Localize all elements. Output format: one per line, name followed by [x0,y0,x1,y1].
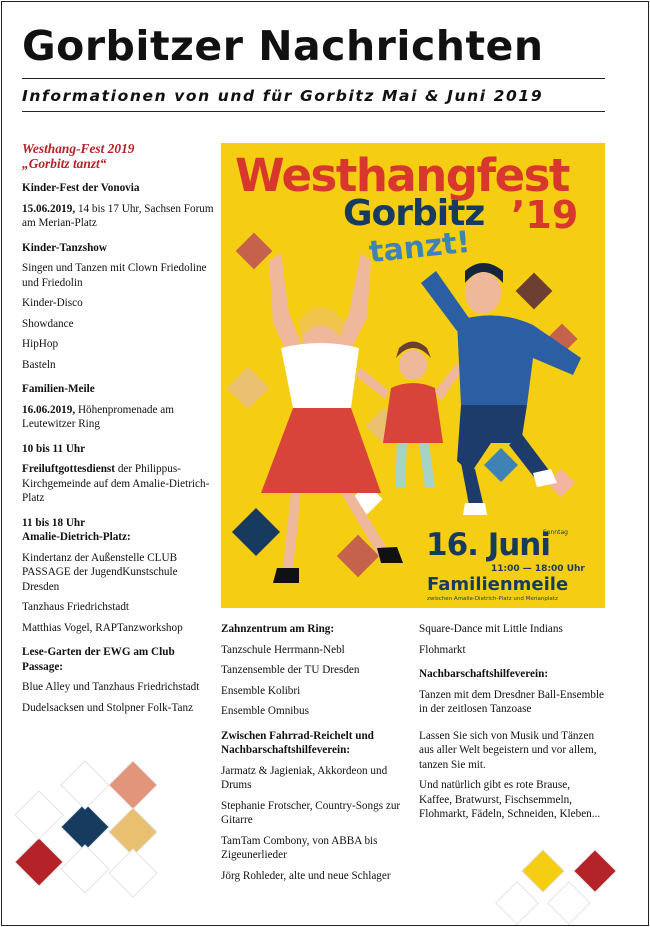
kinderfest-title: Kinder-Fest der Vonovia [22,182,140,194]
closing-paragraph-1: Lassen Sie sich von Musik und Tänzen aus aller Welt begeistern und vor allem, tanzen Sie mit. [419,729,597,771]
gottesdienst-rest: der Philippus-Kirchgemeinde auf dem Amalie-Dietrich-Platz [22,463,210,504]
festival-poster [221,143,605,608]
tanzshow-title: Kinder-Tanzshow [22,241,107,254]
gottesdienst-text [22,462,214,506]
right-item: Flohmarkt [419,643,466,656]
section-heading: Westhang-Fest 2019 [22,141,135,156]
poster-familienmeile: Familienmeile [427,574,569,595]
tanzshow-item: Basteln [22,358,56,371]
meile-text [22,403,214,432]
right-item: Square-Dance mit Little Indians [419,623,563,635]
masthead-title: Gorbitzer Nachrichten [22,22,544,70]
meile-title: Familien-Meile [22,383,95,395]
masthead-rule-top [22,78,605,79]
middle-column [221,622,407,889]
amalie-item: Tanzhaus Friedrichstadt [22,601,130,613]
closing-paragraph-2: Und natürlich gibt es rote Brause, Kaffee, Bratwurst, Fischsemmeln, Flohmarkt, Fädeln, Schneiden, Kleben... [419,779,601,820]
nachbar-title: Nachbarschaftshilfeverein: [419,668,549,680]
nachbar-text: Tanzen mit dem Dresdner Ball-Ensemble in der zeitlosen Tanzoase [419,688,604,715]
tanzshow-item: Kinder-Disco [22,297,83,309]
gottesdienst-time: 10 bis 11 Uhr [22,442,86,455]
meile-date: 16.06.2019, [22,403,76,416]
lesegarten-item: Dudelsacksen und Stolpner Folk-Tanz [22,701,194,714]
tanzshow-item: Singen und Tanzen mit Clown Friedoline und Friedolin [22,262,207,289]
tanzshow-item: HipHop [22,338,59,350]
zwischen-item: Stephanie Frotscher, Country-Songs zur Gitarre [221,799,401,826]
poster-year: ’19 [511,193,579,237]
poster-title: Westhangfest [235,149,569,202]
zahnzentrum-item: Tanzschule Herrmann-Nebl [221,643,345,656]
kinderfest-date: 15.06.2019, [22,202,76,215]
masthead-subtitle: Informationen von und für Gorbitz Mai & Juni 2019 [22,87,544,105]
zahnzentrum-item: Tanzensemble der TU Dresden [221,664,360,676]
poster-gorbitz: Gorbitz [343,193,485,234]
zahnzentrum-item: Ensemble Kolibri [221,684,301,697]
meile-place: Höhenpromenade am Leutewitzer Ring [22,403,174,430]
lesegarten-item: Blue Alley und Tanzhaus Friedrichstadt [22,681,200,693]
poster-sonntag: Sonntag [543,529,568,536]
kinderfest-place: 14 bis 17 Uhr, Sachsen Forum am Merian-Platz [22,202,214,229]
amalie-title: Amalie-Dietrich-Platz: [22,531,131,543]
section-subheading: „Gorbitz tanzt“ [22,156,107,171]
left-column [22,141,214,721]
lesegarten-title: Lese-Garten der EWG am Club Passage: [22,646,175,673]
amalie-item: Kindertanz der Außenstelle CLUB PASSAGE der JugendKunstschule Dresden [22,551,178,593]
poster-tanzt: tanzt! [367,224,472,271]
masthead-rule-bottom [22,111,605,112]
zwischen-item: Jörg Rohleder, alte und neue Schlager [221,869,391,882]
amalie-item: Matthias Vogel, RAPTanzworkshop [22,621,183,634]
decorative-diamonds-right [488,840,628,925]
poster-time: 11:00 — 18:00 Uhr [491,564,585,574]
right-column [419,622,605,828]
poster-place: zwischen Amalie-Dietrich-Platz und Merianplatz [427,596,558,602]
kinderfest-text [22,202,214,231]
zwischen-title: Zwischen Fahrrad-Reichelt und Nachbarschaftshilfeverein: [221,729,374,756]
zahnzentrum-title: Zahnzentrum am Ring: [221,623,335,635]
zahnzentrum-item: Ensemble Omnibus [221,705,309,717]
poster-date: 16. Juni [426,527,551,563]
decorative-diamonds-left [8,760,198,900]
gottesdienst-bold: Freiluftgottesdienst [22,463,116,475]
amalie-time: 11 bis 18 Uhr [22,516,86,529]
tanzshow-item: Showdance [22,317,74,330]
zwischen-item: TamTam Combony, von ABBA bis Zigeunerlieder [221,834,378,861]
zwischen-item: Jarmatz & Jagieniak, Akkordeon und Drums [221,764,388,791]
